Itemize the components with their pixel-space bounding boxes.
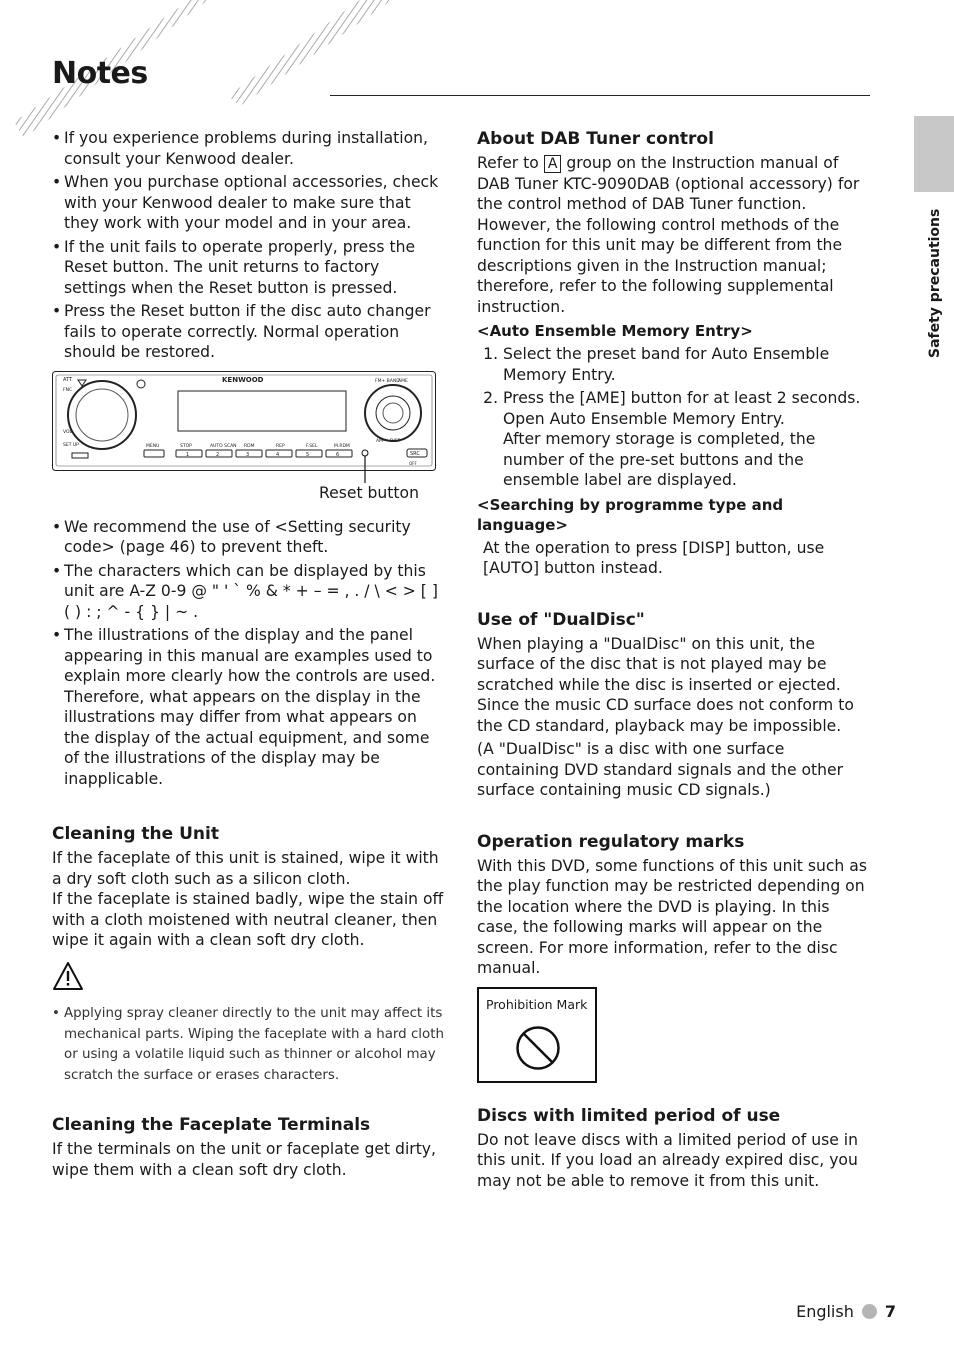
label-off: OFF xyxy=(409,460,417,466)
regulatory-section xyxy=(477,831,869,1083)
footer-dot-icon xyxy=(862,1304,877,1319)
preset-button-4: 4 xyxy=(276,451,280,458)
list-item: • If you experience problems during installation, consult your Kenwood dealer. xyxy=(52,128,444,169)
left-column xyxy=(52,128,444,1180)
label-stop: STOP xyxy=(180,443,192,449)
cleaning-terminals-text: If the terminals on the unit or faceplate get dirty, wipe them with a clean soft dry cloth. xyxy=(52,1140,436,1179)
label-disp: DISP xyxy=(390,438,401,444)
preset-button-1: 1 xyxy=(186,451,190,458)
cleaning-unit-text-2: If the faceplate is stained badly, wipe the stain off with a cloth moistened with neutral cleaner, then wipe it again with a clean soft dry cloth. xyxy=(52,890,444,949)
preset-button-5: 5 xyxy=(306,451,310,458)
label-fm-band: FM+ BAND xyxy=(375,378,400,384)
dualdisc-text-2: (A "DualDisc" is a disc with one surface containing DVD standard signals and the other surface containing music CD signals.) xyxy=(477,740,844,799)
faceplate-illustration xyxy=(52,371,444,483)
regulatory-text: With this DVD, some functions of this unit such as the play function may be restricted depending on the location where the DVD is playing. In this case, the following marks will appear on the screen. For more information, refer to the disc manual. xyxy=(477,856,867,977)
step-item: 1. Select the preset band for Auto Ensemble Memory Entry. xyxy=(503,344,869,385)
list-item: • The characters which can be displayed by this unit are A-Z 0-9 @ " ' ` % & * + – = , . / \ < > [ ] ( ) : ; ^ - { } | ~ . xyxy=(52,561,444,623)
dab-text-1-pre: Refer to xyxy=(477,154,539,172)
page-number: 7 xyxy=(884,1302,896,1321)
dualdisc-section xyxy=(477,609,869,801)
ame-heading: <Auto Ensemble Memory Entry> xyxy=(477,322,753,340)
caution-item: • Applying spray cleaner directly to the unit may affect its mechanical parts. Wiping the faceplate with a hard cloth or using a volatile liquid such as thinner or alcohol may scratch the surface or erases characters. xyxy=(52,1004,444,1086)
dab-text-1-post: group on the Instruction manual of DAB Tuner KTC-9090DAB (optional accessory) for the control method of DAB Tuner function. xyxy=(477,154,860,213)
preset-button-3: 3 xyxy=(246,451,250,458)
caution-list xyxy=(52,1004,444,1086)
section-tab-label: Safety precautions xyxy=(927,208,943,358)
label-rep: REP xyxy=(276,443,285,449)
cleaning-unit-section xyxy=(52,823,444,1086)
label-mrdm: M.RDM xyxy=(334,443,350,449)
page-footer xyxy=(796,1302,896,1321)
prohibition-icon xyxy=(515,1025,561,1071)
footer-language: English xyxy=(796,1302,854,1321)
label-fsel: F.SEL xyxy=(306,443,318,449)
label-rdm: RDM xyxy=(244,443,255,449)
dab-text-2: However, the following control methods of the function for this unit may be different from the descriptions given in the Instruction manual; therefore, refer to the following supplemental instruction. xyxy=(477,215,843,316)
step-item xyxy=(503,388,869,491)
list-item: • Press the Reset button if the disc auto changer fails to operate correctly. Normal operation should be restored. xyxy=(52,301,444,363)
step-2a: Press the [AME] button for at least 2 seconds. xyxy=(503,389,861,407)
label-auto-scan: AUTO SCAN xyxy=(210,443,237,449)
search-text: At the operation to press [DISP] button, use [AUTO] button instead. xyxy=(483,538,825,577)
right-column xyxy=(477,128,869,1191)
page-title: Notes xyxy=(52,56,148,91)
cleaning-terminals-heading: Cleaning the Faceplate Terminals xyxy=(52,1115,371,1136)
prohibition-mark-label: Prohibition Mark xyxy=(486,996,588,1012)
regulatory-heading: Operation regulatory marks xyxy=(477,831,745,852)
dab-section xyxy=(477,128,869,579)
label-att: ATT xyxy=(63,376,73,383)
dualdisc-heading: Use of "DualDisc" xyxy=(477,609,645,630)
reset-button-caption: Reset button xyxy=(319,483,419,502)
notes-list-bottom xyxy=(52,517,444,790)
list-item: • When you purchase optional accessories, check with your Kenwood dealer to make sure that they work with your model and in your area. xyxy=(52,172,444,234)
preset-button-2: 2 xyxy=(216,451,220,458)
warning-icon xyxy=(52,961,84,991)
step-2b: Open Auto Ensemble Memory Entry. xyxy=(503,409,785,428)
label-setup: SET UP xyxy=(63,442,79,448)
dualdisc-text-1: When playing a "DualDisc" on this unit, the surface of the disc that is not played may be scratched while the disc is inserted or ejected. Since the music CD surface does not conform to the CD standard, playback may be impossible. xyxy=(477,634,854,735)
label-menu: MENU xyxy=(146,443,160,449)
list-item: • The illustrations of the display and the panel appearing in this manual are examples used to explain more clearly how the controls are used. Therefore, what appears on the display in the illustrations may differ from what appears on the display of the actual equipment, and some of the illustrations of the display may be inapplicable. xyxy=(52,625,444,789)
discs-text: Do not leave discs with a limited period of use in this unit. If you load an already expired disc, you may not be able to remove it from this unit. xyxy=(477,1130,858,1190)
discs-heading: Discs with limited period of use xyxy=(477,1105,781,1126)
label-am: AM- xyxy=(376,438,385,444)
list-item: • If the unit fails to operate properly, press the Reset button. The unit returns to factory settings when the Reset button is pressed. xyxy=(52,237,444,299)
section-tab xyxy=(914,116,954,192)
cleaning-unit-heading: Cleaning the Unit xyxy=(52,824,219,844)
preset-button-6: 6 xyxy=(336,451,340,458)
dab-text-1 xyxy=(477,153,869,215)
cleaning-unit-text-1: If the faceplate of this unit is stained, wipe it with a dry soft cloth such as a silicon cloth. xyxy=(52,849,439,888)
title-rule xyxy=(330,95,870,96)
notes-list-top xyxy=(52,128,444,363)
label-fnc: FNC xyxy=(63,387,73,393)
step-2c: After memory storage is completed, the number of the pre-set buttons and the ensemble label are displayed. xyxy=(503,430,816,489)
prohibition-mark-box xyxy=(477,987,597,1083)
ame-steps xyxy=(477,344,869,491)
search-heading: <Searching by programme type and language> xyxy=(477,495,784,534)
discs-section xyxy=(477,1105,869,1192)
cleaning-terminals-section xyxy=(52,1114,444,1180)
faceplate-diagram xyxy=(52,371,444,505)
brand-logo: KENWOOD xyxy=(222,375,264,384)
dab-heading: About DAB Tuner control xyxy=(477,129,714,149)
label-ame: AME xyxy=(398,378,408,384)
group-a-box: A xyxy=(544,155,562,173)
list-item: • We recommend the use of <Setting security code> (page 46) to prevent theft. xyxy=(52,517,444,558)
label-src: SRC xyxy=(410,450,420,457)
label-vol: VOL xyxy=(63,429,73,435)
